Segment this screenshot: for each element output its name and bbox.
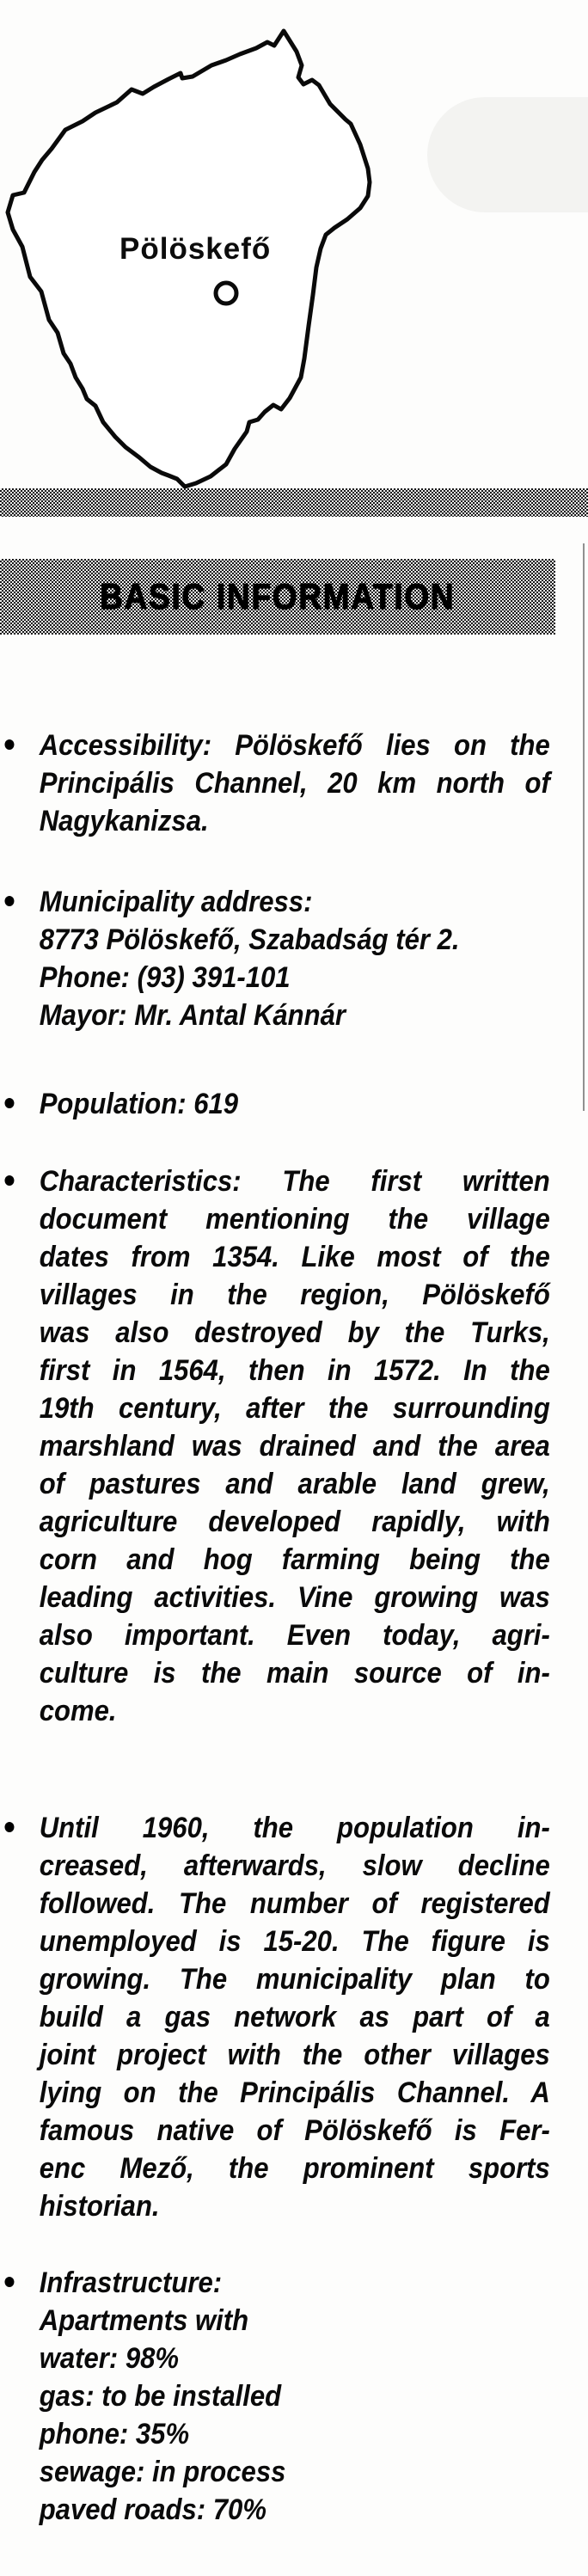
map-label: Pölöskefő bbox=[119, 232, 272, 266]
text-line: culture is the main source of in- bbox=[39, 1657, 550, 1690]
bullet-text bbox=[40, 1809, 550, 2225]
bullet-item bbox=[0, 2264, 550, 2529]
bullet-item bbox=[0, 883, 550, 1034]
bullet-text bbox=[40, 1085, 550, 1123]
text-line: Apartments with bbox=[39, 2304, 249, 2337]
bullet-item bbox=[0, 1162, 550, 1730]
bullet-icon bbox=[4, 1098, 14, 1108]
section-header bbox=[0, 559, 555, 635]
text-line: document mentioning the village bbox=[39, 1203, 550, 1236]
municipality-map bbox=[0, 0, 404, 507]
text-line: agriculture developed rapidly, with bbox=[39, 1506, 550, 1538]
text-line: unemployed is 15-20. The figure is bbox=[39, 1925, 550, 1958]
text-line: followed. The number of registered bbox=[39, 1887, 550, 1920]
text-line: marshland was drained and the area bbox=[39, 1430, 550, 1463]
bullet-text bbox=[40, 2264, 550, 2529]
bullet-icon bbox=[4, 896, 14, 906]
text-line: famous native of Pölöskefő is Fer- bbox=[39, 2114, 550, 2147]
text-line: villages in the region, Pölöskefő bbox=[39, 1279, 550, 1311]
text-line: Nagykanizsa. bbox=[39, 805, 209, 837]
text-line: leading activities. Vine growing was bbox=[39, 1581, 550, 1614]
text-line: Accessibility: Pölöskefő lies on the bbox=[39, 729, 550, 762]
text-line: joint project with the other villages bbox=[39, 2039, 550, 2071]
text-line: Principális Channel, 20 km north of bbox=[39, 767, 550, 800]
column-rule bbox=[583, 543, 585, 1111]
text-line: lying on the Principális Channel. A bbox=[39, 2076, 550, 2109]
bullet-text bbox=[40, 1162, 550, 1730]
map-svg bbox=[0, 0, 404, 507]
bullet-item bbox=[0, 1085, 550, 1123]
text-line: first in 1564, then in 1572. In the bbox=[39, 1354, 550, 1387]
text-line: gas: to be installed bbox=[39, 2380, 282, 2413]
text-line: 19th century, after the surrounding bbox=[39, 1392, 550, 1425]
bullet-icon bbox=[4, 739, 14, 750]
text-line: of pastures and arable land grew, bbox=[39, 1468, 550, 1500]
text-line: phone: 35% bbox=[39, 2418, 190, 2450]
text-line: dates from 1354. Like most of the bbox=[39, 1241, 550, 1273]
text-line: corn and hog farming being the bbox=[39, 1543, 550, 1576]
section-title: BASIC INFORMATION bbox=[100, 576, 456, 616]
text-line: historian. bbox=[39, 2190, 160, 2223]
text-line: paved roads: 70% bbox=[39, 2493, 266, 2526]
text-line: growing. The municipality plan to bbox=[39, 1963, 550, 1996]
text-line: Population: 619 bbox=[39, 1088, 239, 1120]
text-line: water: 98% bbox=[39, 2342, 180, 2375]
text-line: Until 1960, the population in- bbox=[39, 1812, 550, 1844]
bullet-list bbox=[0, 727, 550, 2529]
bullet-icon bbox=[4, 1175, 14, 1186]
text-line: Mayor: Mr. Antal Kánnár bbox=[39, 999, 346, 1032]
bullet-item bbox=[0, 727, 550, 840]
divider-band bbox=[0, 488, 588, 517]
bullet-text bbox=[40, 727, 550, 840]
text-line: also important. Even today, agri- bbox=[39, 1619, 550, 1652]
text-line: come. bbox=[39, 1695, 117, 1727]
text-line: sewage: in process bbox=[39, 2456, 286, 2488]
bullet-item bbox=[0, 1809, 550, 2225]
scan-artifact-blob bbox=[427, 97, 588, 212]
bullet-text bbox=[40, 883, 550, 1034]
text-line: Phone: (93) 391-101 bbox=[39, 961, 291, 994]
text-line: Municipality address: bbox=[39, 886, 313, 918]
text-line: build a gas network as part of a bbox=[39, 2001, 550, 2033]
text-line: Characteristics: The first written bbox=[39, 1165, 550, 1198]
text-line: enc Mező, the prominent sports bbox=[39, 2152, 550, 2185]
text-line: creased, afterwards, slow decline bbox=[39, 1849, 550, 1882]
bullet-icon bbox=[4, 1822, 14, 1832]
text-line: Infrastructure: bbox=[39, 2266, 223, 2299]
text-line: 8773 Pölöskefő, Szabadság tér 2. bbox=[39, 923, 460, 956]
bullet-icon bbox=[4, 2277, 14, 2287]
text-line: was also destroyed by the Turks, bbox=[39, 1316, 550, 1349]
village-marker bbox=[216, 283, 236, 304]
